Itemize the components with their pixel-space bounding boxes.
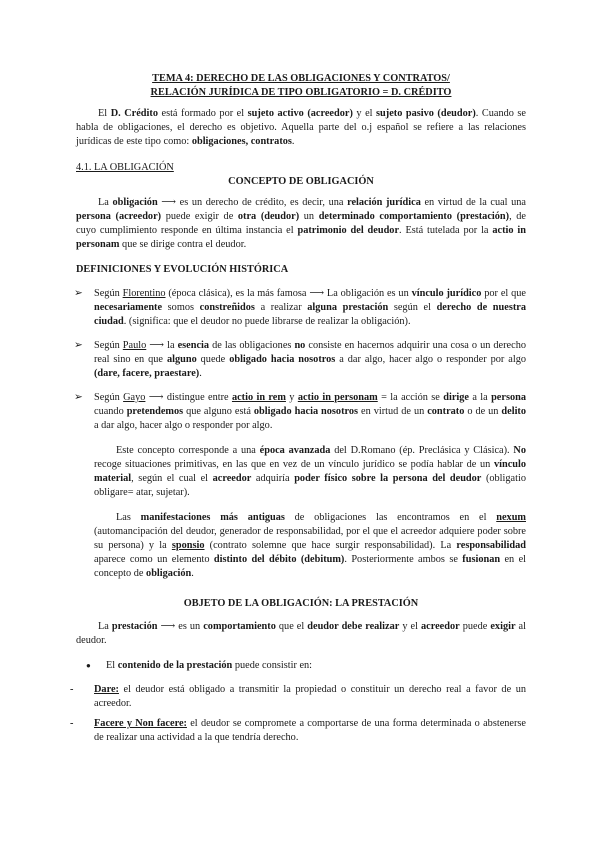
facere-item: - Facere y Non facere: el deudor se compromete a comportarse de una forma determinada o abstenerse de realizar una actividad a la que tendría derecho. [70, 718, 526, 743]
list-item-florentino: ➢ Según Florentino (época clásica), es la más famosa ⟶ La obligación es un vínculo jurídico por el que necesariamente somos constreñidos a realizar alguna prestación según el derecho de nuestra ciudad. (significa: que el deudor no puede librarse de realizar la obligación). [74, 288, 526, 327]
dash-marker: - [70, 718, 74, 729]
section-heading: 4.1. LA OBLIGACIÓN [76, 162, 174, 173]
nexum-paragraph: Las manifestaciones más antiguas de obligaciones las encontramos en el nexum (automancipación del deudor, generador de responsabilidad, por el que el acreedor adquiere poder sobre su persona) y la sponsio (contrato solemne que hace surgir responsabilidad). La responsabilidad aparece como un elemento distinto del débito (debitum). Posteriormente ambos se fusionan en el concepto de obligación. [94, 512, 527, 579]
list-item-paulo: ➢ Según Paulo ⟶ la esencia de las obligaciones no consiste en hacernos adquirir una cosa o un derecho real sino en que alguno quede obligado hacia nosotros a dar algo, hacer algo o responder por algo (dare, facere, praestare). [74, 340, 527, 379]
concepto-paragraph: La obligación ⟶ es un derecho de crédito, es decir, una relación jurídica en virtud de la cual una persona (acreedor) puede exigir de otra (deudor) un determinado comportamiento (prestación), de cuyo cumplimiento responde en última instancia el patrimonio del deudor. Está tutelada por la actio in personam que se dirige contra el deudor. [76, 197, 526, 250]
objeto-heading: OBJETO DE LA OBLIGACIÓN: LA PRESTACIÓN [183, 598, 419, 609]
prestacion-paragraph: La prestación ⟶ es un comportamiento que el deudor debe realizar y el acreedor puede exigir al deudor. [76, 621, 526, 646]
document-page [70, 72, 527, 745]
intro-paragraph: El D. Crédito está formado por el sujeto activo (acreedor) y el sujeto pasivo (deudor). Cuando se habla de obligaciones, el derecho es objetivo. Aquella parte del o.j español se refiere a las relaciones jurídicas de este tipo como: obligaciones, contratos. [76, 108, 526, 147]
arrow-bullet-icon: ➢ [74, 392, 83, 403]
arrow-bullet-icon: ➢ [74, 340, 83, 351]
epoca-paragraph: Este concepto corresponde a una época avanzada del D.Romano (ép. Preclásica y Clásica). No recoge situaciones primitivas, en las que en vez de un vínculo jurídico se podía hablar de un vínculo material, según el cual el acreedor adquiría poder físico sobre la persona del deudor (obligatio obligare= atar, sujetar). [94, 445, 526, 498]
dare-item: - Dare: el deudor está obligado a transmitir la propiedad o constituir un derecho real a favor de un acreedor. [70, 684, 526, 709]
arrow-bullet-icon: ➢ [74, 288, 83, 299]
title-line-1: TEMA 4: DERECHO DE LAS OBLIGACIONES Y CONTRATOS/ [152, 73, 450, 84]
definiciones-heading: DEFINICIONES Y EVOLUCIÓN HISTÓRICA [76, 264, 289, 275]
title-line-2: RELACIÓN JURÍDICA DE TIPO OBLIGATORIO = D. CRÉDITO [150, 87, 452, 98]
concepto-heading: CONCEPTO DE OBLIGACIÓN [228, 176, 374, 187]
bullet-dot-icon: ● [86, 661, 91, 670]
list-item-gayo: ➢ Según Gayo ⟶ distingue entre actio in rem y actio in personam = la acción se dirige a la persona cuando pretendemos que alguno está obligado hacia nosotros en virtud de un contrato o de un delito a dar algo, hacer algo o responder por algo. [74, 392, 527, 431]
dash-marker: - [70, 684, 74, 695]
contenido-bullet: ● El contenido de la prestación puede consistir en: [86, 660, 313, 671]
document-title [76, 72, 526, 100]
